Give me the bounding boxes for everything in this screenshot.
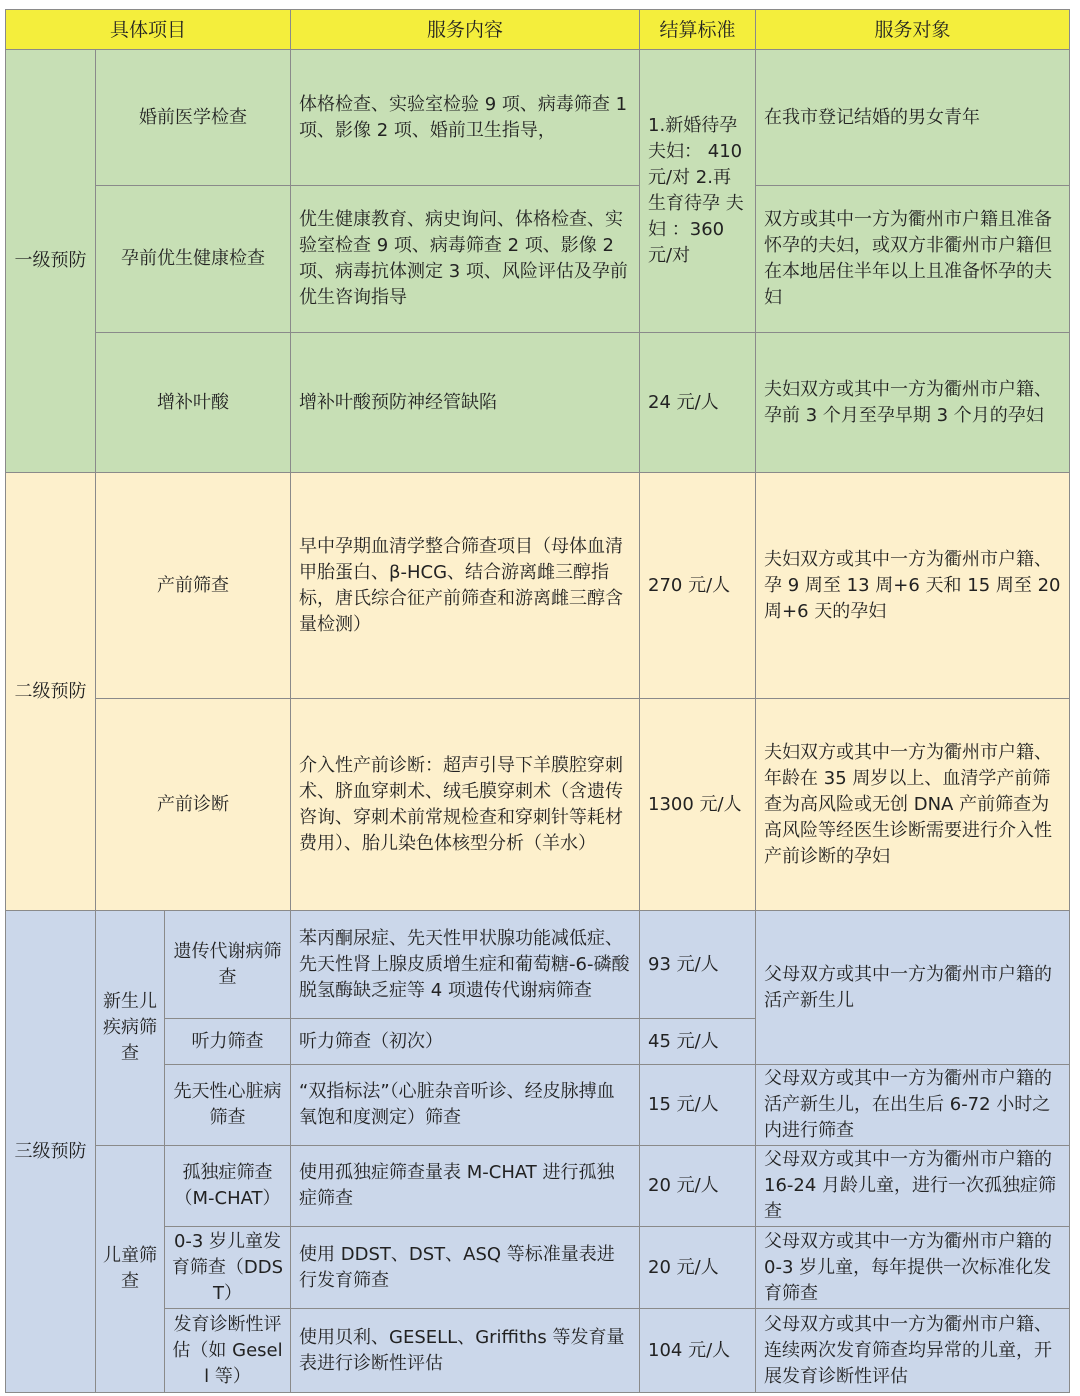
item-name: 婚前医学检查 [96,50,291,186]
header-price: 结算标准 [640,10,756,50]
service-price: 20 元/人 [640,1146,756,1227]
item-name: 孕前优生健康检查 [96,186,291,333]
item-name: 增补叶酸 [96,333,291,473]
item-name: 听力筛查 [165,1019,291,1065]
level3-label: 三级预防 [6,911,96,1393]
service-content: 苯丙酮尿症、先天性甲状腺功能减低症、先天性肾上腺皮质增生症和葡萄糖-6-磷酸脱氢酶缺乏症等 4 项遗传代谢病筛查 [291,911,640,1019]
table-row [6,333,1070,473]
service-target: 父母双方或其中一方为衢州市户籍的活产新生儿 [756,911,1070,1065]
table-row [6,1227,1070,1309]
service-content: 增补叶酸预防神经管缺陷 [291,333,640,473]
table-row [6,473,1070,699]
header-row [6,10,1070,50]
service-content: 听力筛查（初次） [291,1019,640,1065]
table-row [6,1065,1070,1146]
service-price: 93 元/人 [640,911,756,1019]
service-price: 45 元/人 [640,1019,756,1065]
service-price: 15 元/人 [640,1065,756,1146]
header-item: 具体项目 [6,10,291,50]
item-name: 遗传代谢病筛查 [165,911,291,1019]
item-name: 发育诊断性评估（如 Gesell 等） [165,1309,291,1393]
service-target: 夫妇双方或其中一方为衢州市户籍、年龄在 35 周岁以上、血清学产前筛查为高风险或无创 DNA 产前筛查为高风险等经医生诊断需要进行介入性产前诊断的孕妇 [756,699,1070,911]
service-price: 270 元/人 [640,473,756,699]
table-row [6,186,1070,333]
item-name: 产前诊断 [96,699,291,911]
service-target: 父母双方或其中一方为衢州市户籍的活产新生儿，在出生后 6-72 小时之内进行筛查 [756,1065,1070,1146]
service-target: 双方或其中一方为衢州市户籍且准备怀孕的夫妇，或双方非衢州市户籍但在本地居住半年以上且准备怀孕的夫妇 [756,186,1070,333]
service-price: 20 元/人 [640,1227,756,1309]
table-row [6,699,1070,911]
item-name: 0-3 岁儿童发育筛查（DDST） [165,1227,291,1309]
level1-label: 一级预防 [6,50,96,473]
service-target: 夫妇双方或其中一方为衢州市户籍、孕前 3 个月至孕早期 3 个月的孕妇 [756,333,1070,473]
item-name: 先天性心脏病筛查 [165,1065,291,1146]
service-target: 父母双方或其中一方为衢州市户籍、连续两次发育筛查均异常的儿童，开展发育诊断性评估 [756,1309,1070,1393]
header-content: 服务内容 [291,10,640,50]
service-price: 1300 元/人 [640,699,756,911]
service-price: 24 元/人 [640,333,756,473]
service-target: 夫妇双方或其中一方为衢州市户籍、孕 9 周至 13 周+6 天和 15 周至 20 周+6 天的孕妇 [756,473,1070,699]
header-target: 服务对象 [756,10,1070,50]
service-content: 使用 DDST、DST、ASQ 等标准量表进行发育筛查 [291,1227,640,1309]
service-content: 介入性产前诊断：超声引导下羊膜腔穿刺术、脐血穿刺术、绒毛膜穿刺术（含遗传咨询、穿刺术前常规检查和穿刺针等耗材费用）、胎儿染色体核型分析（羊水） [291,699,640,911]
group-child: 儿童筛查 [96,1146,165,1393]
service-content: 使用孤独症筛查量表 M-CHAT 进行孤独症筛查 [291,1146,640,1227]
service-content: 体格检查、实验室检验 9 项、病毒筛查 1 项、影像 2 项、婚前卫生指导， [291,50,640,186]
service-target: 父母双方或其中一方为衢州市户籍的 0-3 岁儿童，每年提供一次标准化发育筛查 [756,1227,1070,1309]
service-content: 早中孕期血清学整合筛查项目（母体血清甲胎蛋白、β-HCG、结合游离雌三醇指标，唐氏综合征产前筛查和游离雌三醇含量检测） [291,473,640,699]
table-row [6,911,1070,1019]
shared-price: 1.新婚待孕夫妇： 410 元/对 2.再生育待孕 夫 妇 ：360 元/对 [640,50,756,333]
item-name: 产前筛查 [96,473,291,699]
service-content: 使用贝利、GESELL、Griffiths 等发育量表进行诊断性评估 [291,1309,640,1393]
service-content: 优生健康教育、病史询问、体格检查、实验室检查 9 项、病毒筛查 2 项、影像 2 项、病毒抗体测定 3 项、风险评估及孕前优生咨询指导 [291,186,640,333]
table-row [6,1309,1070,1393]
service-table [5,9,1070,1393]
service-target: 父母双方或其中一方为衢州市户籍的 16-24 月龄儿童，进行一次孤独症筛查 [756,1146,1070,1227]
service-target: 在我市登记结婚的男女青年 [756,50,1070,186]
table-row [6,50,1070,186]
service-price: 104 元/人 [640,1309,756,1393]
group-newborn: 新生儿疾病筛查 [96,911,165,1146]
item-name: 孤独症筛查（M-CHAT） [165,1146,291,1227]
service-content: “双指标法”（心脏杂音听诊、经皮脉搏血氧饱和度测定）筛查 [291,1065,640,1146]
table-row [6,1146,1070,1227]
level2-label: 二级预防 [6,473,96,911]
